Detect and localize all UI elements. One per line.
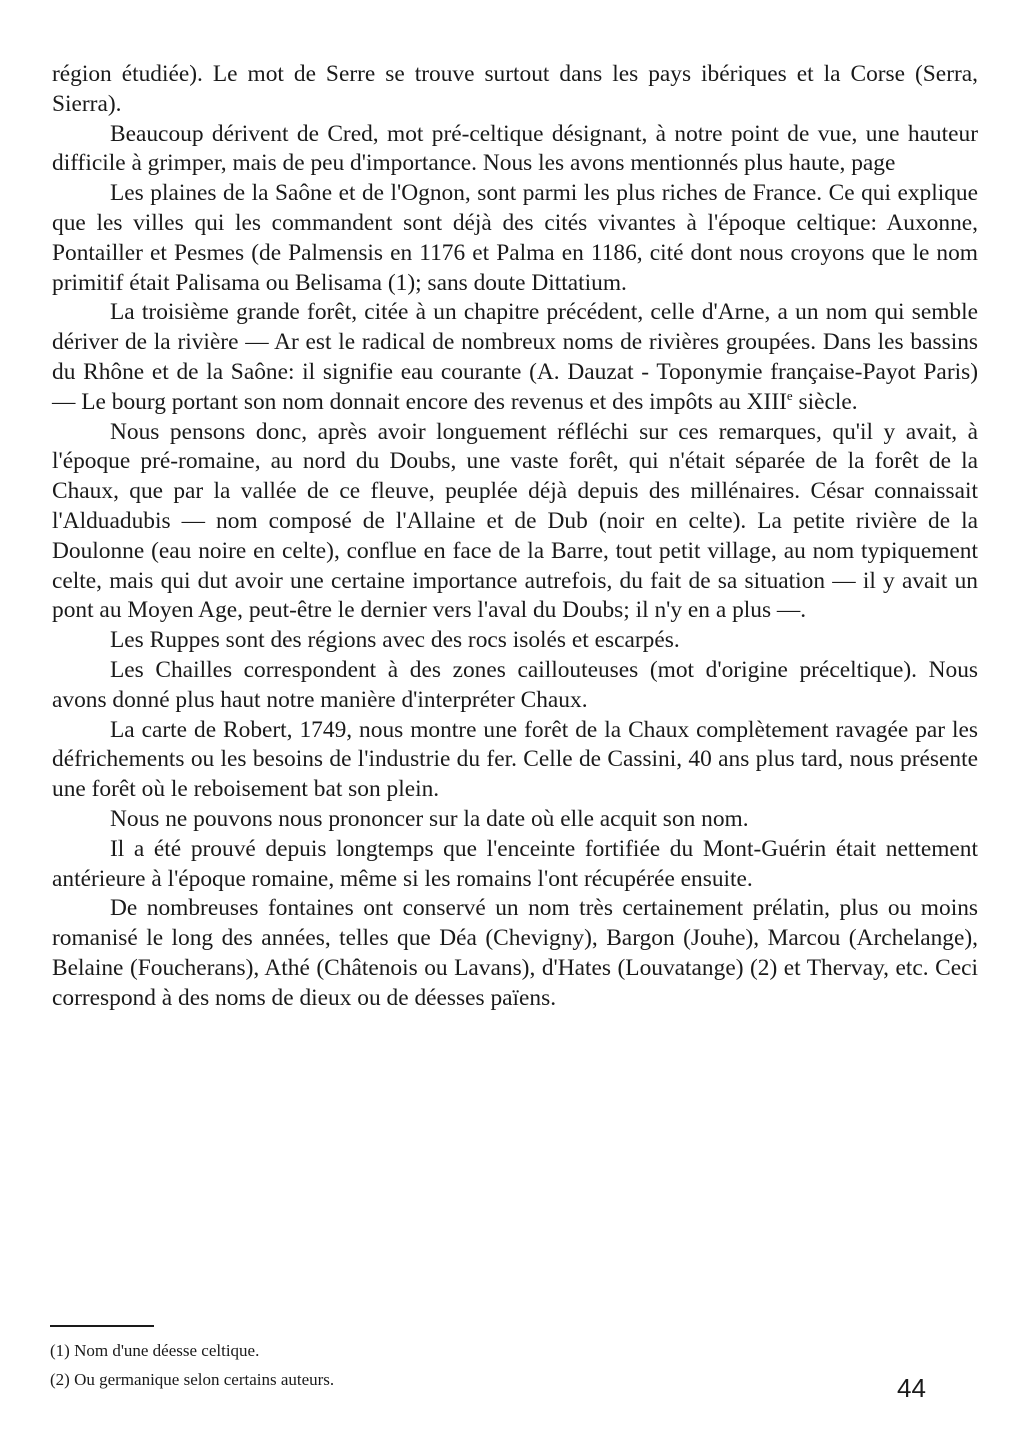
- paragraph-4-tail: siècle.: [792, 388, 858, 415]
- footnotes: [50, 1339, 750, 1397]
- century-superscript: e: [786, 387, 793, 403]
- footnote-1: (1) Nom d'une déesse celtique.: [50, 1341, 260, 1360]
- paragraph-4-text: La troisième grande forêt, citée à un chapitre précédent, celle d'Arne, a un nom qui semble dériver de la rivière — Ar est le radical de nombreux noms de rivières groupées. Dans les bassins du Rhône et de la Saône: il signifie eau courante (A. Dauzat - Toponymie française-Payot Paris) — Le bourg portant son nom donnait encore des revenus et des impôts au XIII: [52, 299, 978, 415]
- paragraph-11: De nombreuses fontaines ont conservé un nom très certainement prélatin, plus ou moins romanisé le long des années, telles que Déa (Chevigny), Bargon (Jouhe), Marcou (Archelange), Belaine (Foucherans), Athé (Châtenois ou Lavans), d'Hates (Louvatange) (2) et Thervay, etc. Ceci correspond à des noms de dieux ou de déesses païens.: [52, 895, 978, 1011]
- page-body: [52, 60, 978, 1014]
- paragraph-2: Beaucoup dérivent de Cred, mot pré-celtique désignant, à notre point de vue, une hauteur difficile à grimper, mais de peu d'importance. Nous les avons mentionnés plus haute, page: [52, 120, 978, 177]
- footnote-divider: [50, 1325, 154, 1327]
- paragraph-5: Nous pensons donc, après avoir longuement réfléchi sur ces remarques, qu'il y avait, à l'époque pré-romaine, au nord du Doubs, une vaste forêt, qui n'était séparée de la forêt de la Chaux, que par la vallée de ce fleuve, peuplée déjà depuis des millénaires. César connaissait l'Alduadubis — nom composé de l'Allaine et de Dub (noir en celte). La petite rivière de la Doulonne (eau noire en celte), conflue en face de la Barre, tout petit village, au nom typiquement celte, mais qui dut avoir une certaine importance autrefois, du fait de sa situation — il y avait un pont au Moyen Age, peut-être le dernier vers l'aval du Doubs; il n'y en a plus —.: [52, 418, 978, 624]
- footnote-2: (2) Ou germanique selon certains auteurs.: [50, 1370, 335, 1389]
- paragraph-6: Les Ruppes sont des régions avec des rocs isolés et escarpés.: [110, 627, 680, 654]
- paragraph-7: Les Chailles correspondent à des zones caillouteuses (mot d'origine préceltique). Nous avons donné plus haut notre manière d'interpréter Chaux.: [52, 656, 978, 713]
- paragraph-10: Il a été prouvé depuis longtemps que l'enceinte fortifiée du Mont-Guérin était nettement antérieure à l'époque romaine, même si les romains l'ont récupérée ensuite.: [52, 835, 978, 892]
- paragraph-8: La carte de Robert, 1749, nous montre une forêt de la Chaux complètement ravagée par les défrichements ou les besoins de l'industrie du fer. Celle de Cassini, 40 ans plus tard, nous présente une forêt où le reboisement bat son plein.: [52, 716, 978, 803]
- paragraph-1: région étudiée). Le mot de Serre se trouve surtout dans les pays ibériques et la Corse (Serra, Sierra).: [52, 61, 978, 117]
- paragraph-4: [52, 298, 978, 417]
- page-number: 44: [897, 1373, 926, 1403]
- paragraph-3: Les plaines de la Saône et de l'Ognon, sont parmi les plus riches de France. Ce qui explique que les villes qui les commandent sont déjà des cités vivantes à l'époque celtique: Auxonne, Pontailler et Pesmes (de Palmensis en 1176 et Palma en 1186, cité dont nous croyons que le nom primitif était Palisama ou Belisama (1); sans doute Dittatium.: [52, 180, 978, 296]
- paragraph-9: Nous ne pouvons nous prononcer sur la date où elle acquit son nom.: [110, 805, 749, 832]
